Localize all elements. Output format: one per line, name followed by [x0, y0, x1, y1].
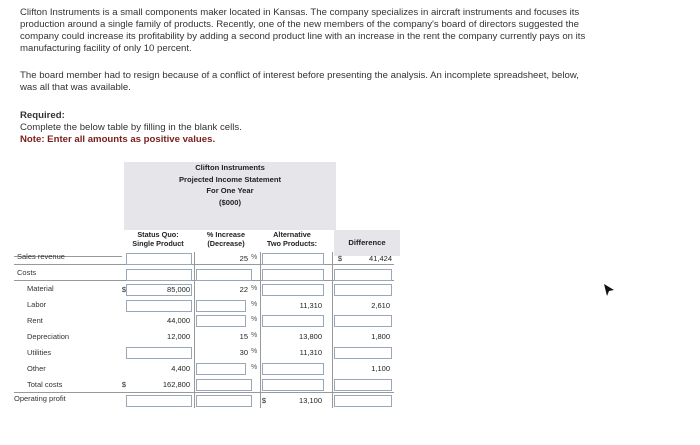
depreciation-pct-value: 15 — [239, 332, 248, 341]
rent-status-value: 44,000 — [167, 316, 190, 325]
intro-line: was all that was available. — [20, 82, 131, 93]
intro-line: production around a single family of products. Recently, one of the new members of the company's board of directors suggested the — [20, 19, 579, 30]
col-header-status-quo — [124, 230, 192, 248]
col-header-line: Single Product — [132, 239, 184, 248]
other-pct-input[interactable] — [196, 363, 246, 375]
pct-sign: % — [251, 316, 258, 323]
table-units: ($000) — [219, 197, 241, 207]
column-divider — [332, 252, 333, 408]
sales-diff-currency: $ — [337, 254, 342, 263]
mouse-cursor-icon — [603, 283, 615, 302]
table-subtitle: Projected Income Statement — [178, 174, 282, 184]
pct-sign: % — [251, 348, 258, 355]
other-diff-value: 1,100 — [371, 364, 390, 373]
utilities-alt-value: 11,310 — [299, 348, 322, 357]
rent-diff-input[interactable] — [334, 315, 392, 327]
op-alt-value: 13,100 — [299, 396, 322, 405]
depreciation-status-value: 12,000 — [167, 332, 190, 341]
rent-alt-input[interactable] — [262, 315, 324, 327]
utilities-diff-input[interactable] — [334, 347, 392, 359]
other-status-value: 4,400 — [171, 364, 190, 373]
col-header-line: Alternative — [273, 230, 311, 239]
sales-status-input[interactable] — [126, 253, 192, 265]
table-title: Clifton Instruments — [195, 163, 265, 172]
col-header-line: (Decrease) — [207, 239, 245, 248]
material-diff-input[interactable] — [334, 284, 392, 296]
labor-status-input[interactable] — [126, 300, 192, 312]
table-period: For One Year — [206, 186, 254, 195]
col-header-line: Status Quo: — [137, 230, 179, 239]
material-currency: $ — [121, 285, 126, 294]
material-status-value: 85,000 — [167, 285, 190, 294]
labor-pct-input[interactable] — [196, 300, 246, 312]
column-divider — [260, 252, 261, 408]
sales-alt-input[interactable] — [262, 253, 324, 265]
intro-line: manufacturing facility of only 10 percent. — [20, 43, 192, 54]
table-title-block — [124, 162, 336, 230]
op-alt-currency: $ — [261, 396, 266, 405]
note-text: Note: Enter all amounts as positive values. — [20, 134, 216, 145]
row-divider — [14, 264, 394, 265]
required-label: Required: — [20, 110, 65, 121]
row-label-rent: Rent — [27, 316, 43, 325]
total-alt-input[interactable] — [262, 379, 324, 391]
row-label-labor: Labor — [27, 300, 47, 309]
op-status-input[interactable] — [126, 395, 192, 407]
col-header-line: % Increase — [206, 230, 246, 239]
total-status-value: 162,800 — [162, 380, 190, 389]
row-label-total-costs: Total costs — [27, 380, 63, 389]
intro-paragraph-1 — [20, 7, 585, 55]
rent-pct-input[interactable] — [196, 315, 246, 327]
intro-line: The board member had to resign because of a conflict of interest before presenting the analysis. An incomplete spreadsheet, below, — [20, 70, 579, 81]
labor-alt-value: 11,310 — [299, 301, 322, 310]
income-statement-table — [14, 158, 394, 406]
intro-line: company could increase its profitability by adding a second product line with an increase in the rent the company currently pays on its — [20, 31, 586, 42]
intro-paragraph-2 — [20, 70, 579, 94]
intro-line: Clifton Instruments is a small components maker located in Kansas. The company specializes in aircraft instruments and focuses its — [20, 7, 580, 18]
row-label-material: Material — [27, 284, 54, 293]
pct-sign: % — [251, 301, 258, 308]
sales-pct-value: 25 — [239, 254, 248, 263]
utilities-pct-value: 30 — [239, 348, 248, 357]
depreciation-diff-value: 1,800 — [371, 332, 390, 341]
pct-sign: % — [251, 364, 258, 371]
col-header-pct-change — [194, 230, 258, 248]
row-label-sales: Sales revenue — [17, 252, 65, 261]
instruction-text: Complete the below table by filling in the blank cells. — [20, 122, 242, 133]
costs-diff-input[interactable] — [334, 269, 392, 281]
total-currency: $ — [121, 380, 126, 389]
row-label-other: Other — [27, 364, 46, 373]
pct-sign: % — [251, 332, 258, 339]
row-label-depreciation: Depreciation — [27, 332, 70, 341]
costs-status-input[interactable] — [126, 269, 192, 281]
depreciation-alt-value: 13,800 — [299, 332, 322, 341]
row-label-utilities: Utilities — [27, 348, 52, 357]
op-pct-input[interactable] — [196, 395, 252, 407]
row-label-costs: Costs — [17, 268, 37, 277]
costs-alt-input[interactable] — [262, 269, 324, 281]
labor-diff-value: 2,610 — [371, 301, 390, 310]
utilities-status-input[interactable] — [126, 347, 192, 359]
col-header-alternative — [258, 230, 326, 248]
pct-sign: % — [251, 285, 258, 292]
total-pct-input[interactable] — [196, 379, 252, 391]
col-header-difference: Difference — [334, 230, 400, 256]
total-diff-input[interactable] — [334, 379, 392, 391]
pct-sign: % — [251, 254, 258, 261]
row-divider — [14, 392, 394, 393]
sales-diff-value: 41,424 — [369, 254, 392, 263]
other-alt-input[interactable] — [262, 363, 324, 375]
row-label-operating-profit: Operating profit — [14, 394, 66, 403]
col-header-line: Two Products: — [266, 239, 318, 248]
material-alt-input[interactable] — [262, 284, 324, 296]
material-status-box[interactable] — [126, 284, 192, 296]
op-diff-input[interactable] — [334, 395, 392, 407]
column-divider — [194, 252, 195, 408]
required-section — [20, 110, 242, 146]
costs-pct-input[interactable] — [196, 269, 252, 281]
material-pct-value: 22 — [239, 285, 248, 294]
